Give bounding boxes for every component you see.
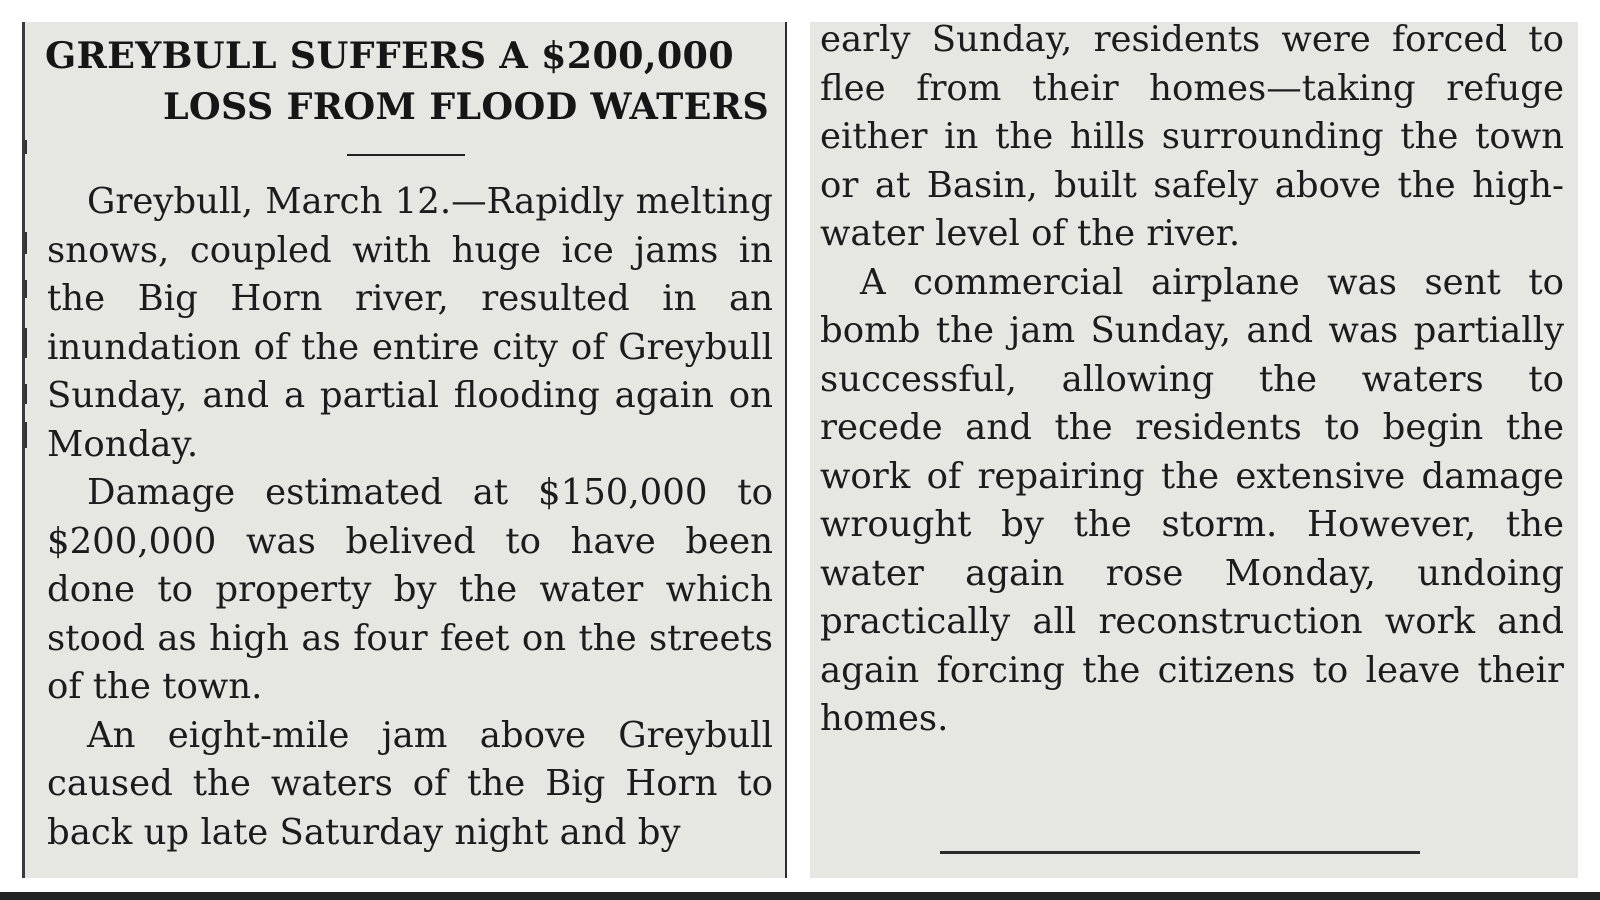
article-body-right bbox=[820, 22, 1564, 744]
paragraph-residents: early Sunday, residents were forced to flee from their homes—taking refuge either in the hills surrounding the town or at Basin, built safely above the high-water level of the river. bbox=[820, 22, 1564, 254]
paragraph-airplane: A commercial airplane was sent to bomb the jam Sunday, and was partially successful, allowing the waters to recede and the residents to begin the work of repairing the extensive damage wrought by the storm. However, the water again rose Monday, undoing practically all reconstruction work and again forcing the citizens to leave their homes. bbox=[820, 261, 1564, 739]
paragraph-damage: Damage estimated at $150,000 to $200,000 was belived to have been done to property by the water which stood as high as four feet on the streets of the town. bbox=[47, 472, 773, 707]
article-body-left bbox=[47, 178, 773, 857]
right-column-clipping bbox=[810, 22, 1578, 878]
end-of-article-rule bbox=[940, 851, 1420, 854]
bottom-border bbox=[0, 892, 1600, 900]
column-rule bbox=[785, 22, 787, 878]
left-column-clipping bbox=[22, 22, 787, 878]
scan-edge-marks bbox=[24, 122, 32, 482]
headline-line-1: GREYBULL SUFFERS A $200,000 bbox=[45, 34, 734, 77]
headline-line-2: LOSS FROM FLOOD WATERS bbox=[162, 85, 769, 128]
paragraph-jam: An eight-mile jam above Greybull caused the waters of the Big Horn to back up late Saturday night and by bbox=[47, 714, 773, 853]
headline-divider bbox=[347, 154, 465, 156]
headline bbox=[45, 30, 769, 132]
paragraph-dateline: Greybull, March 12.—Rapidly melting snows, coupled with huge ice jams in the Big Horn river, resulted in an inundation of the entire city of Greybull Sunday, and a partial flooding again on Monday. bbox=[47, 181, 773, 465]
